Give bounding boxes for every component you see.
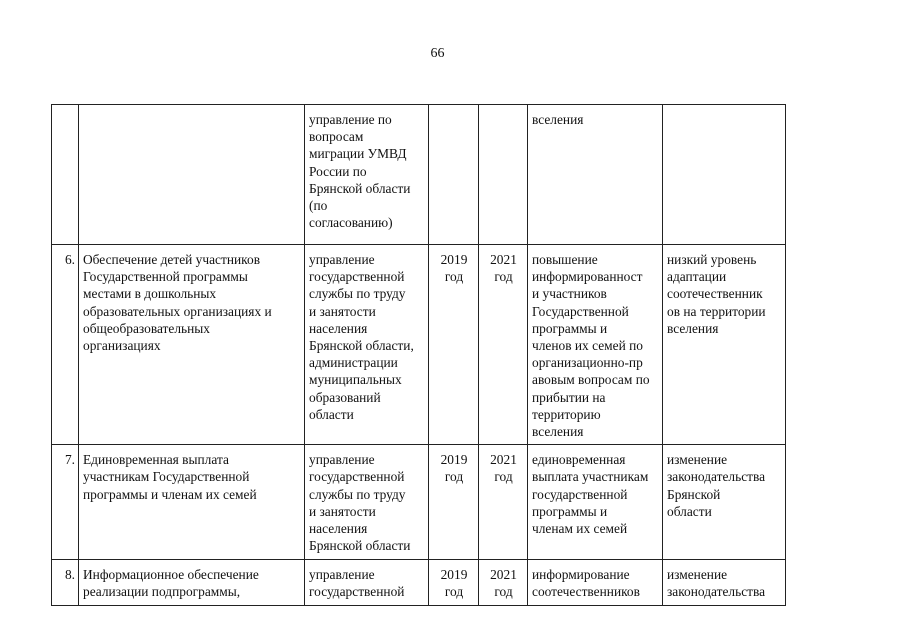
start-year-cell <box>429 105 479 245</box>
row-number-cell: 8. <box>52 560 79 606</box>
start-year-cell: 2019 год <box>429 560 479 606</box>
expected-result-cell: единовременная выплата участникам государственной программы и членам их семей <box>528 445 663 560</box>
end-year-cell <box>479 105 528 245</box>
expected-result-cell: вселения <box>528 105 663 245</box>
measure-name-cell: Обеспечение детей участников Государственной программы местами в дошкольных образовательных организациях и общеобразовательных организациях <box>79 245 305 445</box>
executor-cell: управление государственной <box>305 560 429 606</box>
measure-name-cell <box>79 105 305 245</box>
row-number-cell <box>52 105 79 245</box>
page-number: 66 <box>430 46 445 61</box>
table-row <box>52 105 786 245</box>
executor-cell: управление государственной службы по труду и занятости населения Брянской области, администрации муниципальных образований области <box>305 245 429 445</box>
executor-cell: управление государственной службы по труду и занятости населения Брянской области <box>305 445 429 560</box>
end-year-cell: 2021 год <box>479 560 528 606</box>
row-number-cell: 7. <box>52 445 79 560</box>
expected-result-cell: информирование соотечественников <box>528 560 663 606</box>
expected-result-cell: повышение информированност и участников Государственной программы и членов их семей по организационно-пр авовым вопросам по прибытии на территорию вселения <box>528 245 663 445</box>
risk-cell <box>663 105 786 245</box>
start-year-cell: 2019 год <box>429 445 479 560</box>
table-row <box>52 560 786 606</box>
end-year-cell: 2021 год <box>479 445 528 560</box>
risk-cell: изменение законодательства <box>663 560 786 606</box>
risk-cell: изменение законодательства Брянской области <box>663 445 786 560</box>
end-year-cell: 2021 год <box>479 245 528 445</box>
measure-name-cell: Информационное обеспечение реализации подпрограммы, <box>79 560 305 606</box>
table-row <box>52 245 786 445</box>
executor-cell: управление по вопросам миграции УМВД России по Брянской области (по согласованию) <box>305 105 429 245</box>
row-number-cell: 6. <box>52 245 79 445</box>
measure-name-cell: Единовременная выплата участникам Государственной программы и членам их семей <box>79 445 305 560</box>
start-year-cell: 2019 год <box>429 245 479 445</box>
measures-table <box>51 104 786 606</box>
risk-cell: низкий уровень адаптации соотечественник ов на территории вселения <box>663 245 786 445</box>
table-row <box>52 445 786 560</box>
